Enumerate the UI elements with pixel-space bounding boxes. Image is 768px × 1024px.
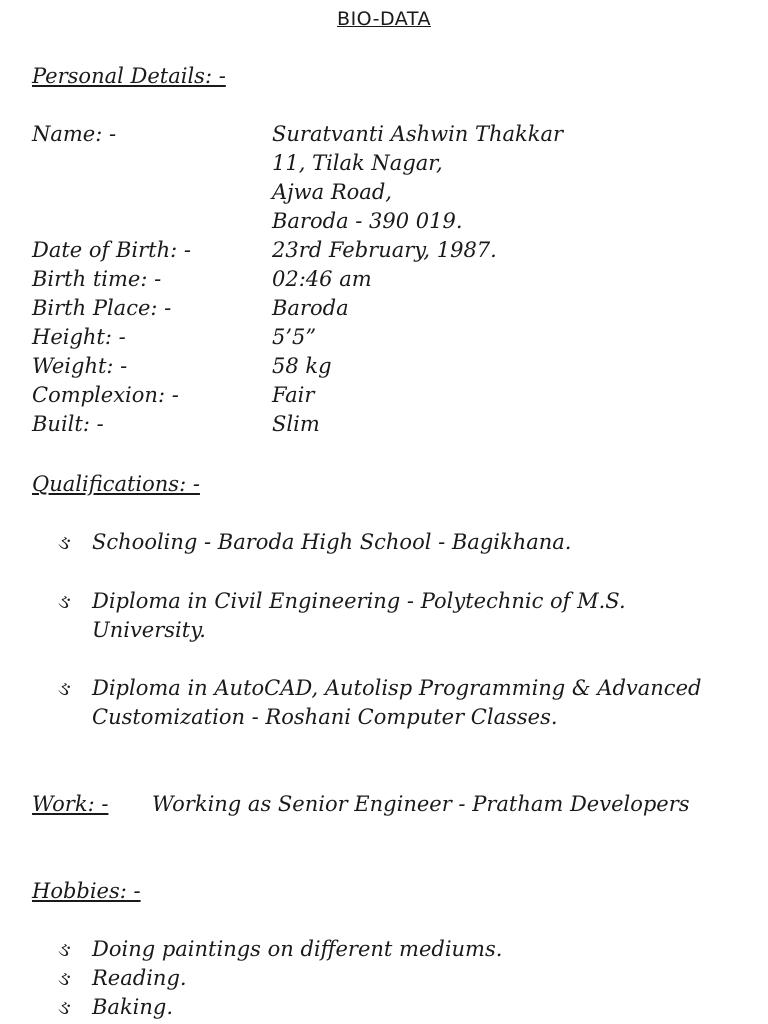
birth-time-value: 02:46 am bbox=[272, 267, 372, 291]
bullet-icon: ઙ bbox=[58, 676, 71, 700]
complexion-label: Complexion: - bbox=[32, 383, 179, 407]
work-label: Work: - bbox=[32, 792, 109, 816]
birth-time-label: Birth time: - bbox=[32, 267, 162, 291]
name-label: Name: - bbox=[32, 122, 117, 146]
built-label: Built: - bbox=[32, 412, 104, 436]
bullet-icon: ઙ bbox=[58, 530, 71, 554]
hobby-text: Reading. bbox=[92, 966, 187, 990]
hobby-text: Doing paintings on different mediums. bbox=[92, 937, 503, 961]
qualification-item bbox=[58, 587, 718, 645]
hobby-text: Baking. bbox=[92, 995, 174, 1019]
work-value: Working as Senior Engineer - Pratham Developers bbox=[152, 792, 690, 816]
qualification-text: Diploma in Civil Engineering - Polytechnic of M.S. University. bbox=[92, 589, 626, 642]
personal-details-heading: Personal Details: - bbox=[32, 64, 226, 88]
complexion-value: Fair bbox=[272, 383, 315, 407]
birth-place-label: Birth Place: - bbox=[32, 296, 172, 320]
qualification-text: Diploma in AutoCAD, Autolisp Programming & Advanced Customization - Roshani Computer Classes. bbox=[92, 676, 702, 729]
height-value: 5’5” bbox=[272, 325, 317, 349]
weight-label: Weight: - bbox=[32, 354, 128, 378]
height-label: Height: - bbox=[32, 325, 126, 349]
weight-value: 58 kg bbox=[272, 354, 332, 378]
address-line-3: Baroda - 390 019. bbox=[272, 209, 463, 233]
qualification-item bbox=[58, 528, 718, 557]
qualification-text: Schooling - Baroda High School - Bagikhana. bbox=[92, 530, 572, 554]
date-of-birth-value: 23rd February, 1987. bbox=[272, 238, 497, 262]
hobbies-heading: Hobbies: - bbox=[32, 879, 141, 903]
built-value: Slim bbox=[272, 412, 320, 436]
address-line-1: 11, Tilak Nagar, bbox=[272, 151, 443, 175]
hobby-item bbox=[58, 964, 718, 993]
address-line-2: Ajwa Road, bbox=[272, 180, 392, 204]
hobby-item bbox=[58, 993, 718, 1022]
qualification-item bbox=[58, 674, 718, 732]
document-title: BIO-DATA bbox=[337, 8, 431, 30]
bullet-icon: ઙ bbox=[58, 995, 71, 1019]
bullet-icon: ઙ bbox=[58, 966, 71, 990]
name-value: Suratvanti Ashwin Thakkar bbox=[272, 122, 564, 146]
date-of-birth-label: Date of Birth: - bbox=[32, 238, 191, 262]
hobby-item bbox=[58, 935, 718, 964]
bullet-icon: ઙ bbox=[58, 589, 71, 613]
work-section bbox=[32, 790, 732, 819]
bullet-icon: ઙ bbox=[58, 937, 71, 961]
qualifications-heading: Qualifications: - bbox=[32, 472, 200, 496]
birth-place-value: Baroda bbox=[272, 296, 349, 320]
